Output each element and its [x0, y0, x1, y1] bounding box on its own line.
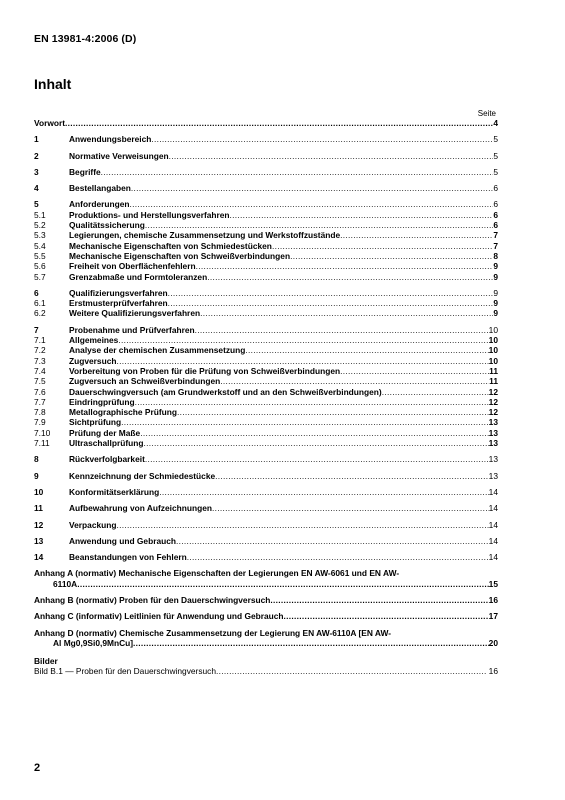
toc-entry[interactable]: [34, 536, 498, 546]
toc-entry-number: 7.11: [34, 438, 50, 449]
toc-entry-title: Sichtprüfung: [69, 417, 122, 428]
toc-entry-title: Kennzeichnung der Schmiedestücke: [69, 470, 216, 481]
toc-leader-dots: [196, 261, 494, 271]
toc-entry-number: 5: [34, 199, 39, 210]
toc-leader-dots: [340, 230, 493, 240]
table-of-contents: [34, 118, 498, 677]
toc-leader-dots: [143, 438, 488, 448]
document-header: EN 13981-4:2006 (D): [34, 33, 137, 45]
toc-entry-title: Anwendung und Gebrauch: [69, 535, 177, 546]
toc-leader-dots: [116, 356, 488, 366]
toc-entry-number: 5.3: [34, 230, 46, 241]
toc-entry-number: 7.4: [34, 365, 46, 376]
toc-leader-dots: [216, 666, 486, 676]
toc-entry-number: 7.3: [34, 355, 46, 366]
toc-leader-dots: [116, 520, 488, 530]
toc-entry-title: Qualifizierungsverfahren: [69, 287, 168, 298]
toc-entry[interactable]: [34, 438, 498, 448]
toc-entry-title: Vorbereitung von Proben für die Prüfung von Schweißverbindungen: [69, 365, 341, 376]
toc-leader-dots: [290, 251, 493, 261]
toc-leader-dots: [215, 471, 489, 481]
toc-entry[interactable]: [34, 345, 498, 355]
toc-entry-page: 12: [488, 386, 498, 397]
toc-entry-number: 9: [34, 470, 39, 481]
toc-entry[interactable]: [34, 308, 498, 318]
toc-entry[interactable]: [34, 220, 498, 230]
toc-entry-number: 5.6: [34, 261, 46, 272]
toc-entry-page: 12: [488, 407, 498, 418]
toc-entry-page: 10: [488, 324, 498, 335]
toc-entry-page: 4: [493, 118, 498, 128]
page-column-label: Seite: [477, 109, 496, 118]
toc-leader-dots: [340, 366, 489, 376]
toc-entry-number: 6.1: [34, 298, 46, 309]
annex-page: 15: [488, 578, 498, 589]
toc-entry[interactable]: [34, 454, 498, 464]
toc-entry[interactable]: [34, 230, 498, 240]
toc-leader-dots: [168, 298, 494, 308]
toc-entry-page: 5: [493, 150, 498, 161]
toc-entry[interactable]: [34, 210, 498, 220]
toc-annex-entry[interactable]: [34, 595, 498, 605]
toc-entry-title: Allgemeines: [69, 335, 119, 346]
toc-entry-number: 6: [34, 287, 39, 298]
toc-entry-title: Begriffe: [69, 166, 101, 177]
annex-page: 20: [488, 637, 498, 648]
toc-leader-dots: [195, 325, 489, 335]
toc-entry[interactable]: [34, 151, 498, 161]
toc-entry-title: Anforderungen: [69, 199, 130, 210]
toc-leader-dots: [176, 536, 489, 546]
toc-entry[interactable]: [34, 397, 498, 407]
toc-title: Inhalt: [34, 76, 72, 92]
toc-entry-page: 14: [488, 535, 498, 546]
toc-entry-title: Ultraschallprüfung: [69, 438, 144, 449]
annex-title-text: 6110A: [53, 578, 78, 589]
toc-entry[interactable]: [34, 487, 498, 497]
toc-entry-title: Zugversuch: [69, 355, 117, 366]
page-number: 2: [34, 762, 41, 774]
toc-entry-title: Beanstandungen von Fehlern: [69, 552, 187, 563]
toc-entry-title: Zugversuch an Schweißverbindungen: [69, 376, 221, 387]
toc-entry-number: 8: [34, 454, 39, 465]
toc-entry-number: 7.10: [34, 427, 51, 438]
toc-entry-title: Dauerschwingversuch (am Grundwerkstoff und an den Schweißverbindungen): [69, 386, 382, 397]
toc-entry-page: 7: [493, 230, 498, 241]
toc-entry-page: 14: [488, 503, 498, 514]
annex-title-line-2: [34, 611, 498, 621]
toc-entry-page: 9: [493, 298, 498, 309]
toc-leader-dots: [65, 118, 493, 128]
toc-leader-dots: [284, 611, 489, 621]
toc-entry-number: 12: [34, 519, 44, 530]
toc-entry[interactable]: [34, 356, 498, 366]
toc-entry[interactable]: [34, 251, 498, 261]
toc-entry-page: 13: [488, 470, 498, 481]
toc-entry[interactable]: [34, 261, 498, 271]
toc-leader-dots: [145, 454, 489, 464]
toc-entry-title: Analyse der chemischen Zusammensetzung: [69, 345, 246, 356]
toc-entry[interactable]: [34, 407, 498, 417]
toc-entry-number: 4: [34, 183, 39, 194]
toc-leader-dots: [212, 503, 489, 513]
toc-entry-page: 8: [493, 250, 498, 261]
toc-entry-page: 6: [493, 220, 498, 231]
toc-entry-page: 14: [488, 486, 498, 497]
toc-entry-page: 5: [493, 134, 498, 145]
toc-entry-title: Probenahme und Prüfverfahren: [69, 324, 195, 335]
toc-entry-page: 14: [488, 552, 498, 563]
toc-entry-number: 2: [34, 150, 39, 161]
annex-title-line-2: [34, 595, 498, 605]
toc-entry-number: 7.9: [34, 417, 46, 428]
toc-entry-title: Grenzabmaße und Formtoleranzen: [69, 271, 208, 282]
toc-entry-title: Vorwort: [34, 118, 66, 128]
toc-entry-number: 7.1: [34, 335, 46, 346]
toc-entry-title: Mechanische Eigenschaften von Schweißverbindungen: [69, 250, 291, 261]
figure-title: Bild B.1 — Proben für den Dauerschwingversuch: [34, 666, 217, 677]
toc-entry-page: 6: [493, 199, 498, 210]
toc-leader-dots: [77, 579, 488, 589]
toc-entry-page: 10: [488, 335, 498, 346]
toc-entry[interactable]: [34, 552, 498, 562]
toc-entry-title: Verpackung: [69, 519, 117, 530]
toc-entry-number: 5.5: [34, 250, 46, 261]
toc-entry-title: Rückverfolgbarkeit: [69, 454, 145, 465]
toc-entry-title: Produktions- und Herstellungsverfahren: [69, 209, 230, 220]
toc-leader-dots: [272, 241, 493, 251]
toc-entry-page: 9: [493, 271, 498, 282]
annex-title-text: Anhang C (informativ) Leitlinien für Anwendung und Gebrauch: [34, 611, 284, 622]
annex-page: 17: [488, 611, 498, 622]
toc-entry-page: 13: [488, 417, 498, 428]
toc-entry-number: 1: [34, 134, 39, 145]
toc-entry-page: 7: [493, 240, 498, 251]
toc-entry-title: Mechanische Eigenschaften von Schmiedestücken: [69, 240, 272, 251]
toc-entry-title: Bestellangaben: [69, 183, 131, 194]
toc-leader-dots: [129, 199, 493, 209]
toc-entry-page: 13: [488, 438, 498, 449]
toc-entry-page: 9: [493, 261, 498, 272]
figures-heading: Bilder: [34, 656, 58, 667]
toc-leader-dots: [270, 595, 488, 605]
toc-entry-title: Freiheit von Oberflächenfehlern: [69, 261, 196, 272]
toc-entry-title: Anwendungsbereich: [69, 134, 152, 145]
toc-entry[interactable]: [34, 298, 498, 308]
toc-entry[interactable]: [34, 520, 498, 530]
figure-page: 16: [488, 666, 498, 677]
toc-entry-title: Normative Verweisungen: [69, 150, 169, 161]
annex-title-text: Al Mg0,9Si0,9MnCu]: [53, 637, 134, 648]
toc-entry-page: 12: [488, 396, 498, 407]
toc-entry[interactable]: [34, 503, 498, 513]
toc-leader-dots: [200, 308, 493, 318]
toc-entry-title: Weitere Qualifizierungsverfahren: [69, 308, 201, 319]
toc-entry[interactable]: [34, 183, 498, 193]
toc-entry-number: 3: [34, 166, 39, 177]
toc-entry-title: Eindringprüfung: [69, 396, 135, 407]
toc-entry-title: Aufbewahrung von Aufzeichnungen: [69, 503, 212, 514]
annex-title-line-2: [34, 579, 498, 589]
toc-entry[interactable]: [34, 417, 498, 427]
toc-entry-number: 10: [34, 486, 44, 497]
toc-entry-number: 14: [34, 552, 44, 563]
toc-entry[interactable]: [34, 428, 498, 438]
toc-leader-dots: [207, 272, 493, 282]
toc-leader-dots: [140, 428, 488, 438]
toc-entry-page: 13: [488, 427, 498, 438]
toc-entry[interactable]: [34, 118, 498, 128]
annex-page: 16: [488, 594, 498, 605]
toc-entry-number: 7.5: [34, 376, 46, 387]
toc-entry-number: 5.1: [34, 209, 46, 220]
toc-entry[interactable]: [34, 376, 498, 386]
toc-leader-dots: [177, 407, 489, 417]
toc-entry-number: 6.2: [34, 308, 46, 319]
toc-entry-number: 7.8: [34, 407, 46, 418]
toc-entry[interactable]: [34, 471, 498, 481]
toc-entry-page: 9: [493, 287, 498, 298]
toc-entry-number: 7.2: [34, 345, 46, 356]
toc-leader-dots: [230, 210, 494, 220]
toc-entry-title: Erstmusterprüfverfahren: [69, 298, 168, 309]
toc-entry-number: 7.7: [34, 396, 46, 407]
toc-entry[interactable]: [34, 167, 498, 177]
toc-leader-dots: [131, 183, 493, 193]
toc-entry-title: Qualitätssicherung: [69, 220, 145, 231]
toc-entry[interactable]: [34, 288, 498, 298]
toc-entry-number: 5.2: [34, 220, 46, 231]
toc-entry-page: 9: [493, 308, 498, 319]
toc-entry-page: 10: [488, 355, 498, 366]
toc-entry-page: 6: [493, 209, 498, 220]
toc-entry-page: 10: [488, 345, 498, 356]
toc-entry-number: 7.6: [34, 386, 46, 397]
toc-leader-dots: [168, 288, 494, 298]
toc-leader-dots: [245, 345, 488, 355]
toc-entry-title: Legierungen, chemische Zusammensetzung und Werkstoffzustände: [69, 230, 341, 241]
figure-entry[interactable]: [34, 666, 498, 676]
toc-leader-dots: [187, 552, 489, 562]
toc-annex-entry[interactable]: [34, 628, 498, 649]
toc-leader-dots: [133, 638, 489, 648]
annex-title-line-1: Anhang A (normativ) Mechanische Eigenschaften der Legierungen EN AW-6061 und EN AW-: [34, 568, 400, 579]
toc-leader-dots: [121, 417, 489, 427]
toc-entry-page: 11: [489, 376, 498, 387]
toc-entry-number: 5.7: [34, 271, 46, 282]
toc-entry-page: 14: [488, 519, 498, 530]
toc-annex-entry[interactable]: [34, 611, 498, 621]
toc-leader-dots: [118, 335, 488, 345]
toc-leader-dots: [151, 134, 493, 144]
toc-entry-title: Metallographische Prüfung: [69, 407, 177, 418]
toc-entry[interactable]: [34, 134, 498, 144]
toc-leader-dots: [101, 167, 494, 177]
toc-entry-page: 5: [493, 166, 498, 177]
toc-entry[interactable]: [34, 199, 498, 209]
toc-entry-title: Konformitätserklärung: [69, 486, 160, 497]
annex-title-line-1: Anhang D (normativ) Chemische Zusammensetzung der Legierung EN AW-6110A [EN AW-: [34, 627, 392, 638]
toc-leader-dots: [159, 487, 488, 497]
toc-entry[interactable]: [34, 241, 498, 251]
toc-leader-dots: [169, 151, 494, 161]
toc-leader-dots: [135, 397, 489, 407]
toc-annex-entry[interactable]: [34, 568, 498, 589]
toc-leader-dots: [145, 220, 493, 230]
toc-entry-title: Prüfung der Maße: [69, 427, 141, 438]
toc-entry[interactable]: [34, 387, 498, 397]
toc-entry-page: 11: [489, 365, 498, 376]
toc-entry-page: 13: [488, 454, 498, 465]
toc-entry-number: 13: [34, 535, 44, 546]
toc-entry[interactable]: [34, 366, 498, 376]
toc-entry[interactable]: [34, 325, 498, 335]
toc-entry-page: 6: [493, 183, 498, 194]
toc-entry-number: 7: [34, 324, 39, 335]
toc-leader-dots: [220, 376, 489, 386]
toc-entry-number: 5.4: [34, 240, 46, 251]
annex-title-text: Anhang B (normativ) Proben für den Dauerschwingversuch: [34, 594, 271, 605]
toc-entry[interactable]: [34, 335, 498, 345]
toc-entry-number: 11: [34, 503, 43, 514]
toc-entry[interactable]: [34, 272, 498, 282]
annex-title-line-2: [34, 638, 498, 648]
toc-leader-dots: [382, 387, 489, 397]
